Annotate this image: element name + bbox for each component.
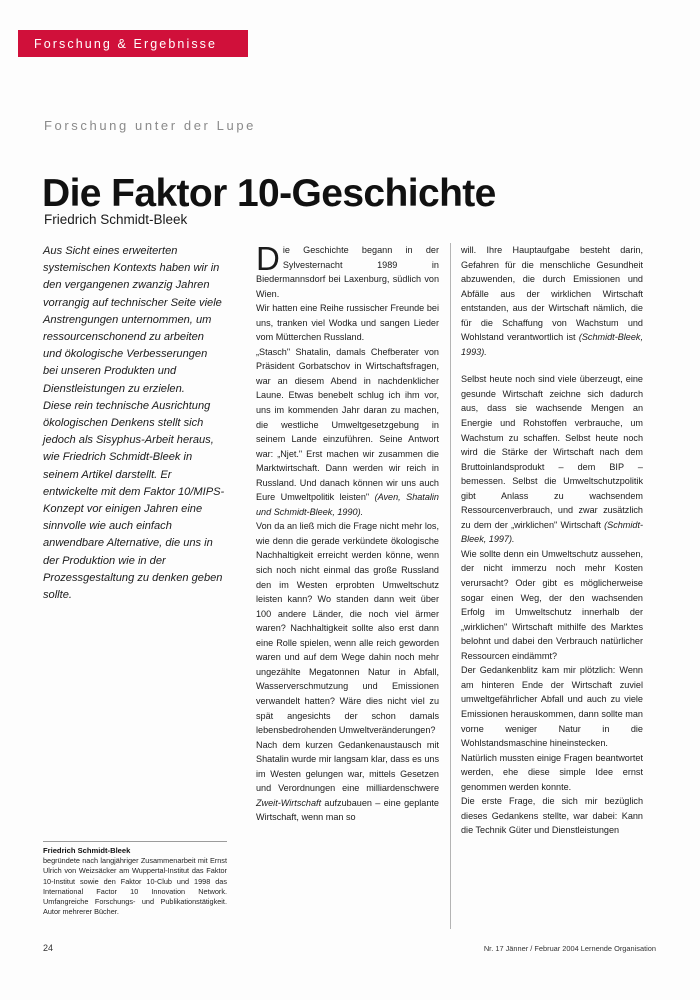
- column-divider: [450, 243, 451, 929]
- page-title: Die Faktor 10-Geschichte: [42, 172, 496, 216]
- paragraph-text: Selbst heute noch sind viele überzeugt, eine gesunde Wirtschaft zeichne sich dadurch aus, dass sie wachsende Mengen an Energie und Rohstoffen verbrauche, um Wachstum zu schaffen. Selbst heute noch wird die Stärke der Wirtschaft nach dem Bruttoinlandsprodukt – dem BIP – bemessen. Selbst die Umweltschutzpolitik gibt Anlass zu wachsendem Ressourcenverbrauch, und zwar zusätzlich zu dem der „wirklichen" Wirtschaft: [461, 374, 643, 530]
- citation: (Aven, Shatalin und Schmidt-Bleek, 1990).: [256, 492, 439, 517]
- bio-divider: [43, 841, 227, 842]
- body-paragraph: [256, 738, 439, 825]
- body-paragraph: Wie sollte denn ein Umweltschutz aussehen, der nicht immerzu noch mehr Kosten verursacht? Oder gibt es möglicherweise sogar einen Weg, der den wachsenden Erfolg im Umweltschutz innerhalb der „wirklichen" Wirtschaft mithilfe des Marktes belohnt und dabei den Verbrauch natürlicher Ressourcen eindämmt?: [461, 548, 643, 661]
- author-bio: [43, 846, 227, 918]
- paragraph-text: „Stasch" Shatalin, damals Chefberater von Präsident Gorbatschov in Wirtschaftsfragen, war an diesem Abend in nachdenklicher Laune. Etwas benebelt schlug ich ihm vor, uns im kommenden Jahr daran zu machen, die westliche Umweltgesetzgebung in seinem Lande einzuführen. Seine Antwort war: „Njet." Erst machen wir zusammen die Marktwirtschaft. Dann werden wir reich in Russland. Und danach können wir uns auch Eure Umweltpolitik leisten": [256, 346, 439, 503]
- body-paragraph: [256, 345, 439, 520]
- citation: (Schmidt-Bleek, 1997).: [461, 519, 643, 545]
- body-paragraph: Die erste Frage, die sich mir bezüglich dieses Gedankens stellte, war dabei: Kann die Technik Güter und Dienstleistungen: [461, 796, 643, 836]
- author-bio-name: Friedrich Schmidt-Bleek: [43, 846, 131, 855]
- article-author: Friedrich Schmidt-Bleek: [44, 212, 188, 227]
- body-paragraph: Die Geschichte begann in der Sylvesternacht 1989 in Biedermannsdorf bei Laxenburg, südlich von Wien.: [256, 240, 439, 299]
- page-number: 24: [43, 943, 54, 953]
- body-paragraph: [461, 372, 643, 547]
- paragraph-text: will. Ihre Hauptaufgabe besteht darin, Gefahren für die menschliche Gesundheit abzuwenden, die durch Emissionen und Abfälle aus der wirklichen Wirtschaft entstanden, aus der Wirtschaft nämlich, die für die Schaffung von Wachstum und Wohlstand verantwortlich ist: [461, 245, 643, 343]
- body-column-2: [256, 240, 439, 825]
- citation: (Schmidt-Bleek, 1993).: [461, 332, 643, 357]
- body-paragraph: Der Gedankenblitz kam mir plötzlich: Wenn am hinteren Ende der Wirtschaft zuviel umweltgefährlicher Abfall und auch zu viele Emissionen herauskommen, dann sollte man vorne weniger Natur in die Wohlstandsmaschine hineinstecken.: [461, 665, 643, 749]
- body-paragraph: Wir hatten eine Reihe russischer Freunde bei uns, tranken viel Wodka und sangen Lieder vom Mütterchen Russland.: [256, 303, 439, 343]
- body-paragraph: Natürlich mussten einige Fragen beantwortet werden, ehe diese simple Idee ernst genommen werden konnte.: [461, 752, 643, 792]
- body-paragraph: Von da an ließ mich die Frage nicht mehr los, wie denn die gerade verkündete ökologische Nachhaltigkeit erreicht werden könne, wenn sich noch nicht einmal das große Russland den im Westen erprobten Umweltschutz leisten kann? Wo standen dann weit über 100 andere Länder, die noch viel ärmer waren? Nachhaltigkeit sollte also erst dann eine Rolle spielen, wenn alle reich geworden waren und auf dem Wege dahin noch mehr ungezählte Megatonnen Natur in Abfall, Wasserverschmutzung und Emissionen verwandelt hatten? Wäre dies nicht viel zu spät angesichts der schon damals lebensbedrohenden Umweltveränderungen?: [256, 521, 439, 736]
- lead-paragraph-2: Diese rein technische Ausrichtung ökologischen Denkens stellt sich jedoch als Sisyphus-Arbeit heraus, wie Friedrich Schmidt-Bleek in seinem Artikel darstellt. Er entwickelte mit dem Faktor 10/MIPS-Konzept vor einigen Jahren eine sinnvolle wie auch einfach anwendbare Alternative, die uns in der Produktion wie in der Prozessgestaltung zu denken geben sollte.: [43, 399, 225, 602]
- paragraph-text: Nach dem kurzen Gedankenaustausch mit Shatalin wurde mir langsam klar, dass es uns im Westen gelungen war, mittels Gesetzen und Verordnungen eine milliardenschwere: [256, 739, 439, 794]
- lead-paragraph-1: Aus Sicht eines erweiterten systemischen Kontexts haben wir in den vergangenen zwanzig Jahren vorrangig auf technischer Seite viele Anstrengungen unternommen, um ressourcenschonend zu arbeiten und ökologische Verbesserungen bei unseren Produkten und Dienstleistungen zu erzielen.: [43, 245, 222, 395]
- footer-issue-line: Nr. 17 Jänner / Februar 2004 Lernende Organisation: [483, 944, 656, 953]
- body-paragraph: [461, 243, 643, 359]
- emphasis-term: Zweit-Wirtschaft: [256, 797, 322, 808]
- section-banner-label: Forschung & Ergebnisse: [34, 36, 218, 51]
- author-bio-text: begründete nach langjähriger Zusammenarbeit mit Ernst Ulrich von Weizsäcker am Wuppertal-Institut das Faktor 10-Institut sowie den Faktor 10-Club und 1998 das International Factor 10 Innovation Network. Umfangreiche Forschungs- und Publikationstätigkeit. Autor mehrerer Bücher.: [43, 856, 227, 917]
- body-column-3: [461, 243, 643, 838]
- article-kicker: Forschung unter der Lupe: [44, 118, 256, 133]
- lead-column: [43, 243, 225, 604]
- section-banner: [18, 30, 248, 57]
- paragraph-text: aufzubauen – eine geplante Wirtschaft, wenn man so: [256, 797, 439, 823]
